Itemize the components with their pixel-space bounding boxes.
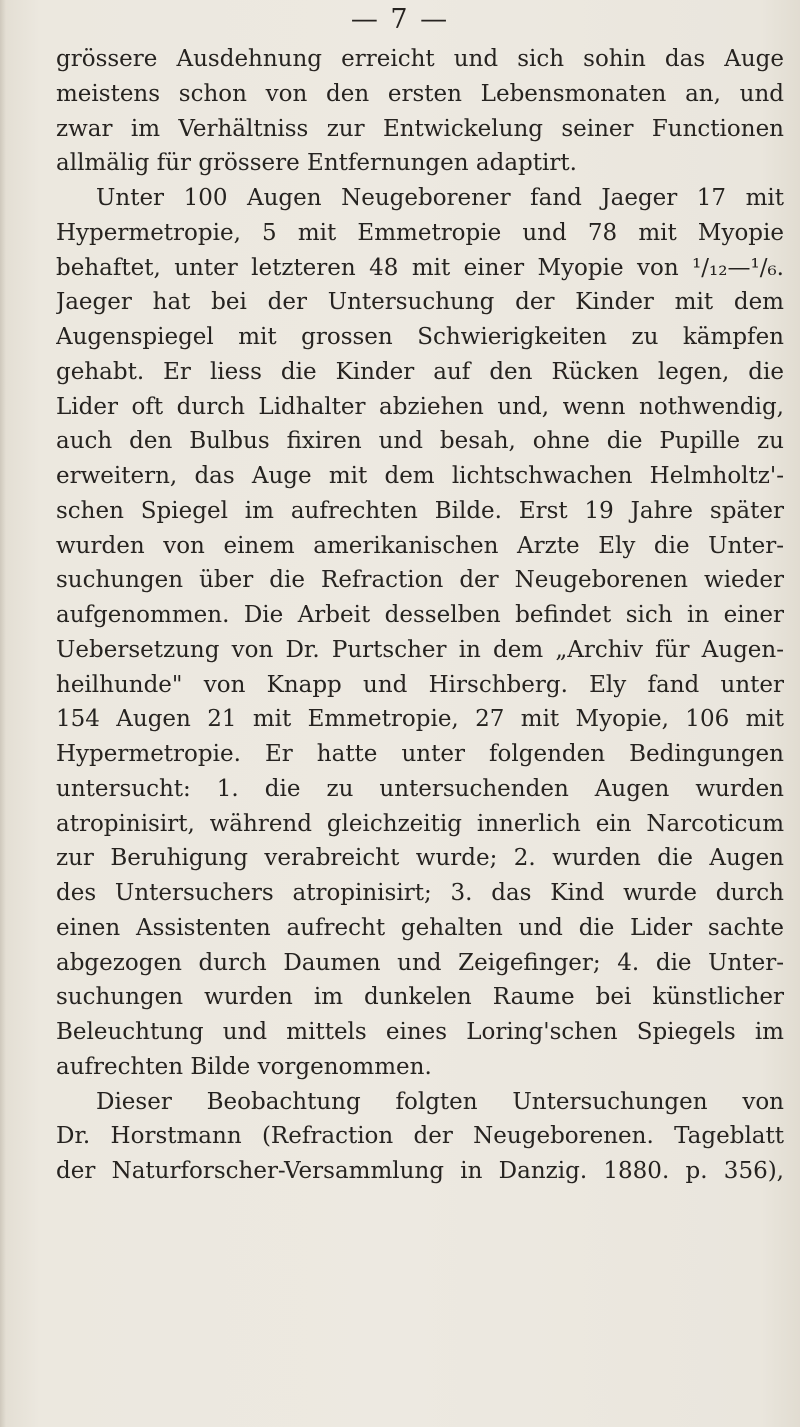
text-line: behaftet, unter letzteren 48 mit einer Myopie von ¹/₁₂—¹/₆. bbox=[56, 254, 784, 281]
text-line: heilhunde" von Knapp und Hirschberg. Ely fand unter bbox=[56, 671, 784, 698]
text-line: untersucht: 1. die zu untersuchenden Augen wurden bbox=[56, 775, 784, 802]
page-left-edge-shadow bbox=[0, 0, 6, 1427]
page-number: — 7 — bbox=[350, 4, 450, 35]
text-line: Lider oft durch Lidhalter abziehen und, wenn nothwendig, bbox=[56, 393, 784, 420]
text-line: aufrechten Bilde vorgenommen. bbox=[56, 1053, 432, 1080]
text-line: grössere Ausdehnung erreicht und sich sohin das Auge bbox=[56, 46, 784, 72]
text-line: Hypermetropie, 5 mit Emmetropie und 78 mit Myopie bbox=[56, 219, 784, 246]
text-line: zur Beruhigung verabreicht wurde; 2. wurden die Augen bbox=[56, 845, 784, 872]
text-line: Dieser Beobachtung folgten Untersuchungen von bbox=[96, 1088, 784, 1115]
text-line: abgezogen durch Daumen und Zeigefinger; 4. die Unter- bbox=[56, 949, 784, 976]
text-line: atropinisirt, während gleichzeitig innerlich ein Narcoticum bbox=[56, 810, 784, 837]
text-line: Uebersetzung von Dr. Purtscher in dem „Archiv für Augen- bbox=[56, 636, 784, 663]
text-line: aufgenommen. Die Arbeit desselben befindet sich in einer bbox=[56, 602, 784, 628]
text-line: suchungen über die Refraction der Neugeborenen wieder bbox=[56, 567, 784, 594]
text-line: schen Spiegel im aufrechten Bilde. Erst 19 Jahre später bbox=[56, 497, 784, 524]
text-line: Augenspiegel mit grossen Schwierigkeiten zu kämpfen bbox=[56, 324, 784, 350]
text-line: Dr. Horstmann (Refraction der Neugeborenen. Tageblatt bbox=[56, 1123, 784, 1150]
text-line: Hypermetropie. Er hatte unter folgenden Bedingungen bbox=[56, 741, 784, 767]
text-line: einen Assistenten aufrecht gehalten und die Lider sachte bbox=[56, 914, 784, 941]
text-line: Jaeger hat bei der Untersuchung der Kinder mit dem bbox=[56, 289, 784, 316]
text-line: der Naturforscher-Versammlung in Danzig. 1880. p. 356), bbox=[56, 1158, 784, 1184]
text-line: 154 Augen 21 mit Emmetropie, 27 mit Myopie, 106 mit bbox=[56, 706, 784, 733]
text-line: des Untersuchers atropinisirt; 3. das Kind wurde durch bbox=[56, 880, 784, 906]
text-line: gehabt. Er liess die Kinder auf den Rücken legen, die bbox=[56, 358, 784, 385]
text-line: suchungen wurden im dunkelen Raume bei künstlicher bbox=[56, 984, 784, 1011]
text-line: allmälig für grössere Entfernungen adaptirt. bbox=[56, 150, 577, 177]
body-text bbox=[56, 42, 784, 1189]
text-line: meistens schon von den ersten Lebensmonaten an, und bbox=[56, 80, 784, 107]
text-line: auch den Bulbus fixiren und besah, ohne die Pupille zu bbox=[56, 428, 784, 455]
text-line: zwar im Verhältniss zur Entwickelung seiner Functionen bbox=[56, 115, 784, 142]
text-line: Unter 100 Augen Neugeborener fand Jaeger 17 mit bbox=[96, 185, 784, 211]
text-line: Beleuchtung und mittels eines Loring'schen Spiegels im bbox=[56, 1019, 784, 1045]
text-line: erweitern, das Auge mit dem lichtschwachen Helmholtz'- bbox=[56, 463, 784, 489]
text-line: wurden von einem amerikanischen Arzte Ely die Unter- bbox=[56, 532, 784, 559]
